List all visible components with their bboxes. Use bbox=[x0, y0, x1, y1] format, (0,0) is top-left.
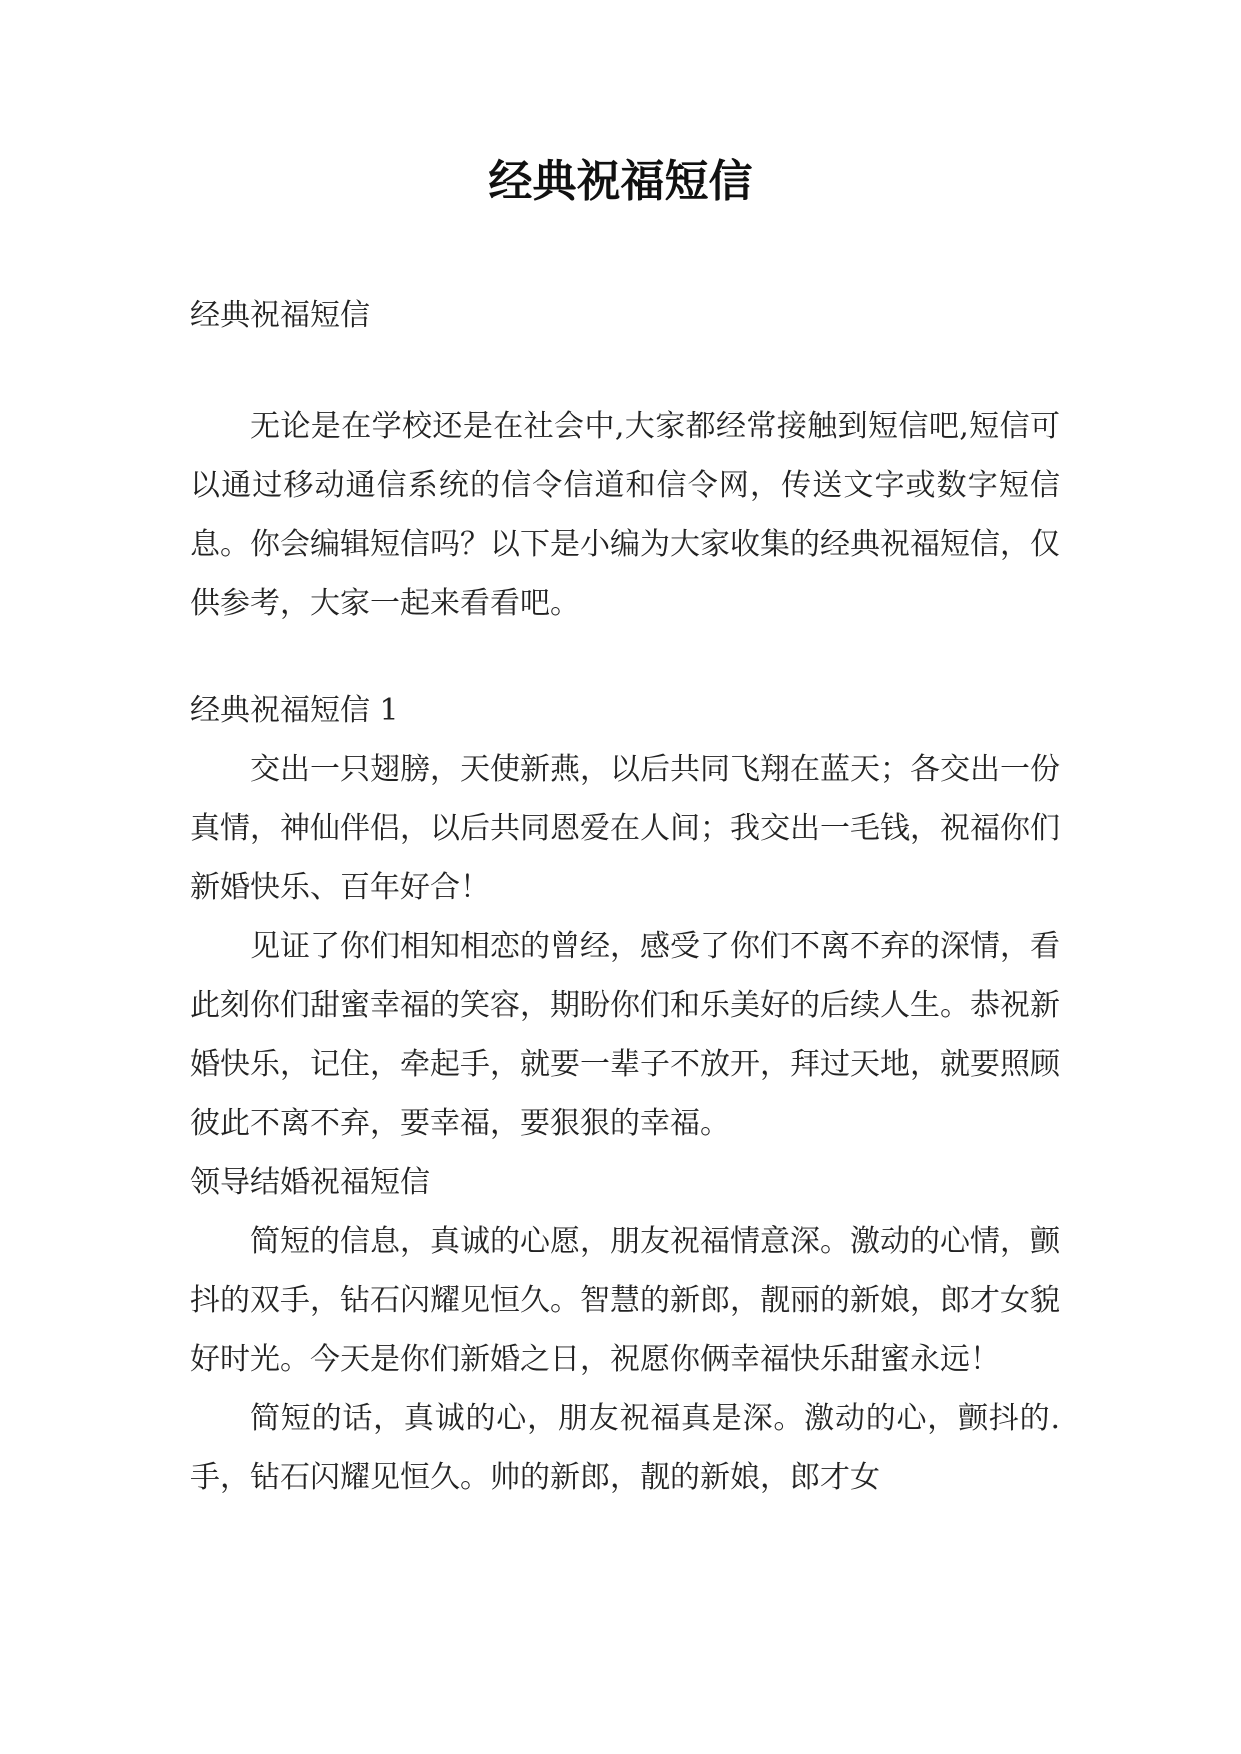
paragraph-4: 简短的话，真诚的心，朋友祝福真是深。激动的心，颤抖的.手，钻石闪耀见恒久。帅的新郎，靓的新娘，郎才女 bbox=[190, 1401, 1060, 1495]
intro-paragraph: 无论是在学校还是在社会中,大家都经常接触到短信吧,短信可以通过移动通信系统的信令信道和信令网，传送文字或数字短信息。你会编辑短信吗？以下是小编为大家收集的经典祝福短信，仅供参考，大家一起来看看吧。 bbox=[190, 409, 1060, 621]
section-heading-1: 经典祝福短信 1 bbox=[190, 693, 399, 728]
section-heading-2: 领导结婚祝福短信 bbox=[190, 1165, 430, 1200]
paragraph-1: 交出一只翅膀，天使新燕，以后共同飞翔在蓝天；各交出一份真情，神仙伴侣，以后共同恩爱在人间；我交出一毛钱，祝福你们新婚快乐、百年好合！ bbox=[190, 752, 1060, 905]
document-body bbox=[190, 286, 1060, 1507]
document-subtitle: 经典祝福短信 bbox=[190, 298, 370, 333]
paragraph-3: 简短的信息，真诚的心愿，朋友祝福情意深。激动的心情，颤抖的双手，钻石闪耀见恒久。智慧的新郎，靓丽的新娘，郎才女貌好时光。今天是你们新婚之日，祝愿你俩幸福快乐甜蜜永远！ bbox=[190, 1224, 1060, 1377]
paragraph-2: 见证了你们相知相恋的曾经，感受了你们不离不弃的深情，看此刻你们甜蜜幸福的笑容，期盼你们和乐美好的后续人生。恭祝新婚快乐，记住，牵起手，就要一辈子不放开，拜过天地，就要照顾彼此不离不弃，要幸福，要狠狠的幸福。 bbox=[190, 929, 1060, 1141]
document-title: 经典祝福短信 bbox=[488, 156, 753, 207]
